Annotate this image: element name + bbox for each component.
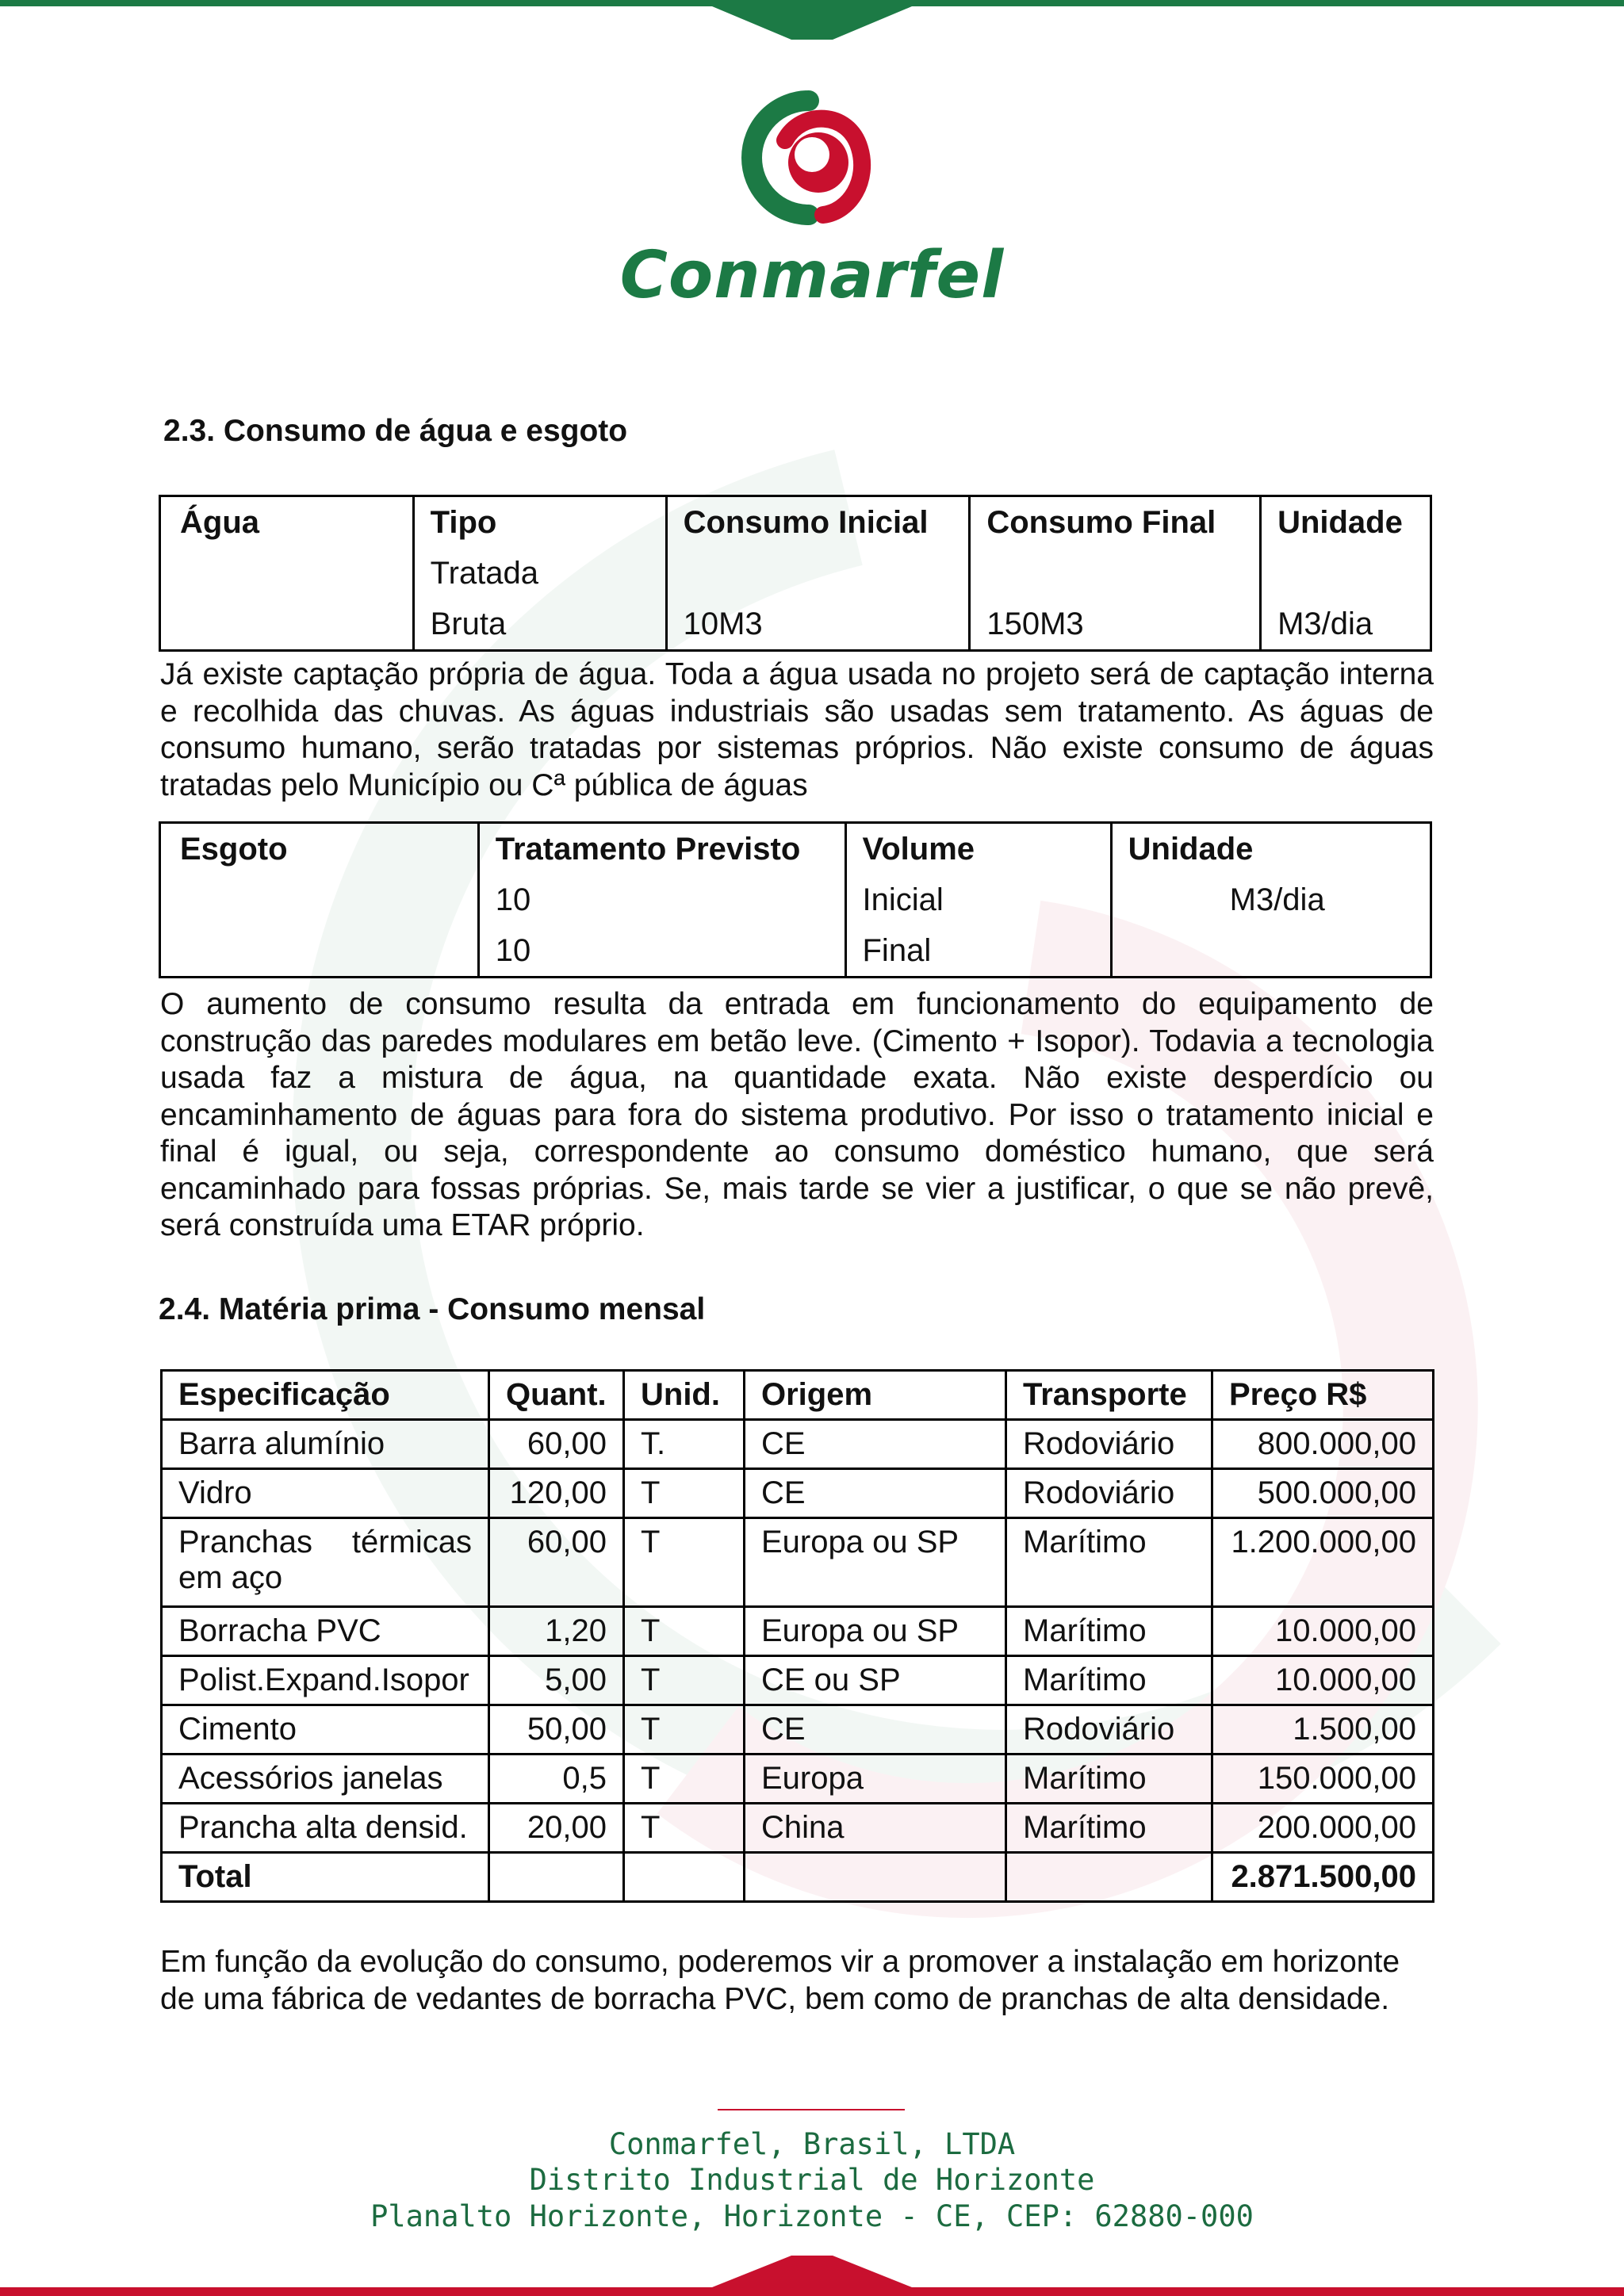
footer-address: Planalto Horizonte, Horizonte - CE, CEP: 62880-000 <box>370 2199 1254 2233</box>
cell-preco: 150.000,00 <box>1212 1755 1434 1804</box>
cell-origem: Europa ou SP <box>745 1518 1006 1607</box>
materia-col-unid: Unid. <box>624 1371 745 1420</box>
total-value: 2.871.500,00 <box>1212 1853 1434 1902</box>
table-row <box>162 1518 1434 1607</box>
cell-quant: 50,00 <box>489 1705 624 1755</box>
cell-quant: 120,00 <box>489 1469 624 1518</box>
cell-empty <box>1006 1853 1212 1902</box>
cell-especificacao: Barra alumínio <box>162 1420 489 1469</box>
agua-cell <box>160 548 414 599</box>
esgoto-cell-volume: Final <box>845 925 1111 978</box>
cell-origem: China <box>745 1804 1006 1853</box>
cell-unid: T <box>624 1755 745 1804</box>
agua-cell <box>666 548 970 599</box>
agua-col-agua: Água <box>160 496 414 549</box>
cell-empty <box>489 1853 624 1902</box>
esgoto-col-tratamento: Tratamento Previsto <box>478 823 845 875</box>
table-row <box>162 1469 1434 1518</box>
table-row <box>162 1607 1434 1656</box>
esgoto-col-volume: Volume <box>845 823 1111 875</box>
agua-col-tipo: Tipo <box>413 496 666 549</box>
cell-transporte: Marítimo <box>1006 1656 1212 1705</box>
agua-col-consumo-final: Consumo Final <box>970 496 1261 549</box>
paragraph-esgoto: O aumento de consumo resulta da entrada em funcionamento do equipamento de construção das paredes modulares em betão leve. (Cimento + Isopor). Todavia a tecnologia usada faz a mistura de água, na quantidade exata. Não existe desperdício ou encaminhamento de águas para fora do sistema produtivo. Por isso o tratamento inicial e final é igual, ou seja, correspondente ao consumo doméstico humano, que será encaminhado para fossas próprias. Se, mais tarde se vier a justificar, o que se não prevê, será construída uma ETAR próprio. <box>160 987 1434 1242</box>
cell-unid: T <box>624 1469 745 1518</box>
total-label: Total <box>162 1853 489 1902</box>
cell-quant: 0,5 <box>489 1755 624 1804</box>
cell-especificacao: Borracha PVC <box>162 1607 489 1656</box>
esgoto-cell-tratamento: 10 <box>478 925 845 978</box>
materia-col-origem: Origem <box>745 1371 1006 1420</box>
agua-cell-consumo-inicial: 10M3 <box>666 599 970 651</box>
cell-unid: T. <box>624 1420 745 1469</box>
cell-transporte: Marítimo <box>1006 1755 1212 1804</box>
esgoto-col-unidade: Unidade <box>1111 823 1431 875</box>
cell-preco: 500.000,00 <box>1212 1469 1434 1518</box>
cell-especificacao <box>162 1518 489 1607</box>
esgoto-table-header <box>160 823 1431 875</box>
table-row <box>162 1656 1434 1705</box>
agua-cell <box>1261 548 1431 599</box>
paragraph-agua: Já existe captação própria de água. Toda a água usada no projeto será de captação interna e recolhida das chuvas. As águas industriais são usadas sem tratamento. As águas de consumo humano, serão tratadas por sistemas próprios. Não existe consumo de águas tratadas pelo Município ou Cª pública de águas <box>160 657 1434 802</box>
cell-preco: 10.000,00 <box>1212 1607 1434 1656</box>
esgoto-cell-unidade <box>1111 925 1431 978</box>
agua-row-tratada <box>160 548 1431 599</box>
cell-quant: 60,00 <box>489 1420 624 1469</box>
cell-empty <box>745 1853 1006 1902</box>
esgoto-cell-tratamento: 10 <box>478 874 845 925</box>
cell-preco: 1.200.000,00 <box>1212 1518 1434 1607</box>
esgoto-table <box>159 821 1432 978</box>
cell-unid: T <box>624 1656 745 1705</box>
cell-transporte: Marítimo <box>1006 1804 1212 1853</box>
materia-prima-table <box>160 1369 1434 1903</box>
agua-cell-consumo-final: 150M3 <box>970 599 1261 651</box>
cell-quant: 5,00 <box>489 1656 624 1705</box>
agua-table <box>159 495 1432 652</box>
agua-cell-tipo: Bruta <box>413 599 666 651</box>
cell-transporte: Marítimo <box>1006 1607 1212 1656</box>
cell-preco: 200.000,00 <box>1212 1804 1434 1853</box>
table-row <box>162 1755 1434 1804</box>
agua-cell-tipo: Tratada <box>413 548 666 599</box>
cell-unid: T <box>624 1804 745 1853</box>
agua-col-unidade: Unidade <box>1261 496 1431 549</box>
section-title-agua-esgoto: 2.3. Consumo de água e esgoto <box>163 414 628 448</box>
cell-preco: 1.500,00 <box>1212 1705 1434 1755</box>
materia-col-preco: Preço R$ <box>1212 1371 1434 1420</box>
esgoto-cell <box>160 874 479 925</box>
cell-transporte: Rodoviário <box>1006 1469 1212 1518</box>
cell-preco: 10.000,00 <box>1212 1656 1434 1705</box>
cell-unid: T <box>624 1518 745 1607</box>
cell-transporte: Rodoviário <box>1006 1705 1212 1755</box>
agua-row-bruta <box>160 599 1431 651</box>
paragraph-final: Em função da evolução do consumo, poderemos vir a promover a instalação em horizonte de uma fábrica de vedantes de borracha PVC, bem como de pranchas de alta densidade. <box>160 1945 1400 2016</box>
cell-especificacao: Vidro <box>162 1469 489 1518</box>
table-total-row <box>162 1853 1434 1902</box>
cell-preco: 800.000,00 <box>1212 1420 1434 1469</box>
materia-col-quant: Quant. <box>489 1371 624 1420</box>
cell-quant: 60,00 <box>489 1518 624 1607</box>
cell-origem: CE <box>745 1469 1006 1518</box>
agua-cell-unidade: M3/dia <box>1261 599 1431 651</box>
cell-especificacao: Acessórios janelas <box>162 1755 489 1804</box>
cell-unid: T <box>624 1607 745 1656</box>
footer-company: Conmarfel, Brasil, LTDA <box>608 2127 1016 2161</box>
agua-cell <box>970 548 1261 599</box>
table-row <box>162 1705 1434 1755</box>
materia-col-transporte: Transporte <box>1006 1371 1212 1420</box>
agua-cell <box>160 599 414 651</box>
esgoto-col-esgoto: Esgoto <box>160 823 479 875</box>
agua-col-consumo-inicial: Consumo Inicial <box>666 496 970 549</box>
esgoto-cell-unidade: M3/dia <box>1111 874 1431 925</box>
footer-district: Distrito Industrial de Horizonte <box>529 2163 1095 2197</box>
section-title-materia-prima: 2.4. Matéria prima - Consumo mensal <box>159 1292 706 1326</box>
cell-especificacao-text: Pranchas térmicas em aço <box>178 1525 472 1595</box>
materia-table-header <box>162 1371 1434 1420</box>
esgoto-cell <box>160 925 479 978</box>
cell-especificacao: Polist.Expand.Isopor <box>162 1656 489 1705</box>
cell-quant: 1,20 <box>489 1607 624 1656</box>
cell-quant: 20,00 <box>489 1804 624 1853</box>
cell-especificacao: Prancha alta densid. <box>162 1804 489 1853</box>
esgoto-row-inicial <box>160 874 1431 925</box>
table-row <box>162 1804 1434 1853</box>
esgoto-row-final <box>160 925 1431 978</box>
cell-transporte: Marítimo <box>1006 1518 1212 1607</box>
cell-empty <box>624 1853 745 1902</box>
conmarfel-logo-icon <box>730 83 896 234</box>
cell-origem: Europa <box>745 1755 1006 1804</box>
cell-origem: CE ou SP <box>745 1656 1006 1705</box>
brand-wordmark: Conmarfel <box>619 238 1005 313</box>
bottom-red-band <box>0 2256 1624 2296</box>
cell-origem: CE <box>745 1420 1006 1469</box>
top-green-band <box>0 0 1624 40</box>
cell-transporte: Rodoviário <box>1006 1420 1212 1469</box>
cell-origem: CE <box>745 1705 1006 1755</box>
esgoto-cell-volume: Inicial <box>845 874 1111 925</box>
table-row <box>162 1420 1434 1469</box>
agua-table-header <box>160 496 1431 549</box>
footer-divider <box>718 2109 905 2110</box>
cell-especificacao: Cimento <box>162 1705 489 1755</box>
materia-col-especificacao: Especificação <box>162 1371 489 1420</box>
cell-origem: Europa ou SP <box>745 1607 1006 1656</box>
cell-unid: T <box>624 1705 745 1755</box>
